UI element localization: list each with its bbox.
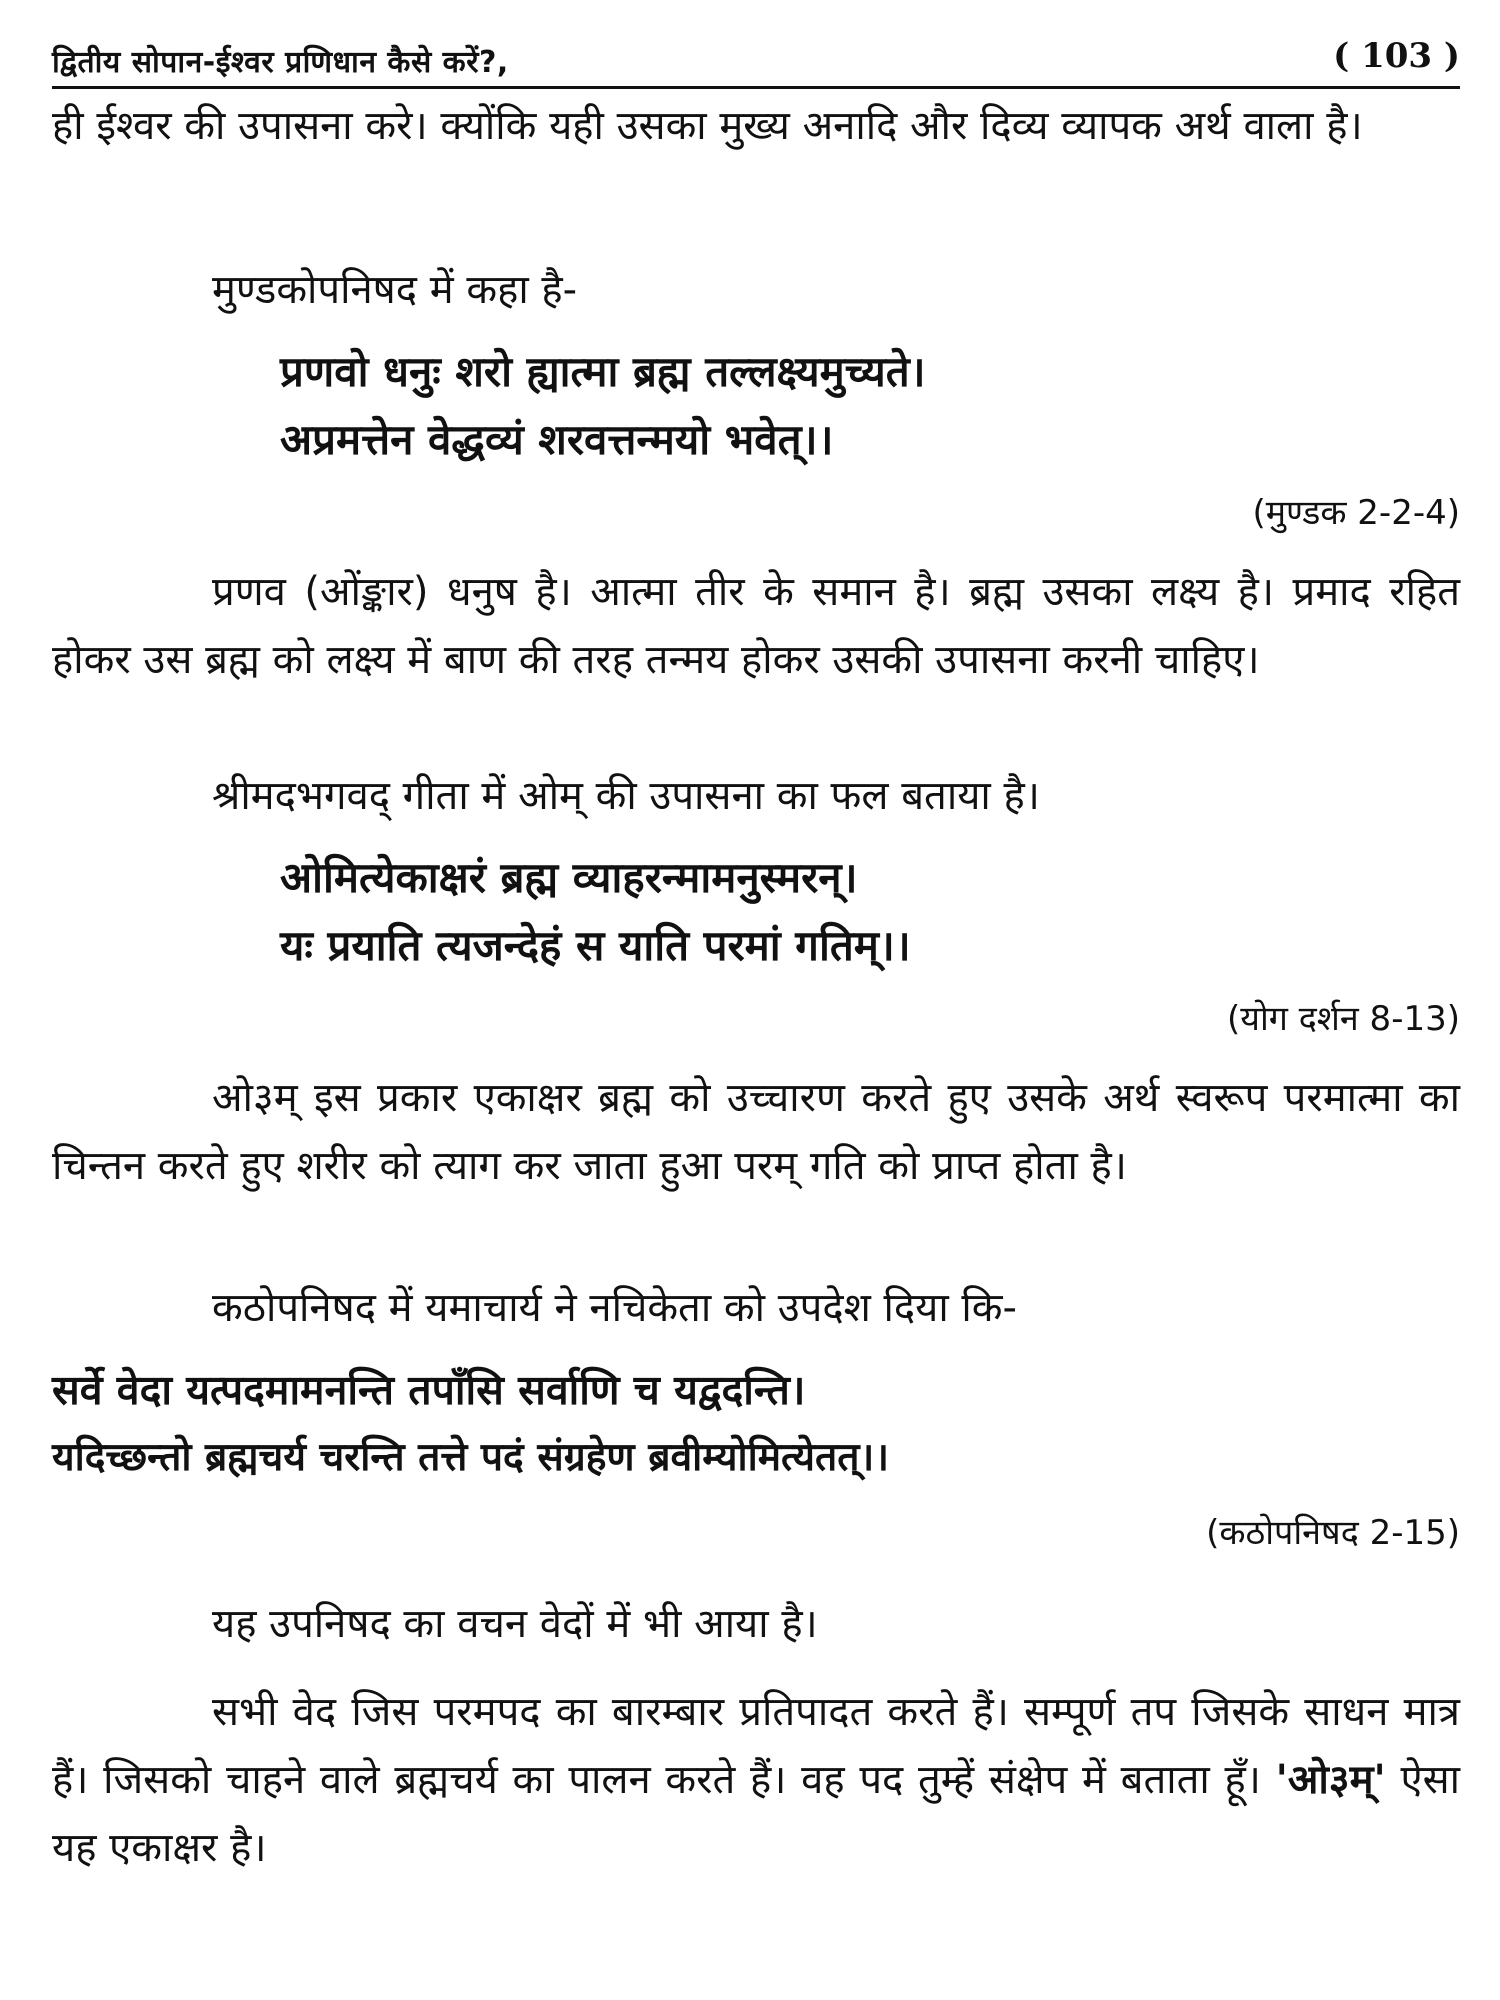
verse-3-line-2: यदिच्छन्तो ब्रह्मचर्य चरन्ति तत्ते पदं संग्रहेण ब्रवीम्योमित्येतत्।। [52,1435,890,1480]
paragraph-5: ओ३म् इस प्रकार एकाक्षर ब्रह्म को उच्चारण करते हुए उसके अर्थ स्वरूप परमात्मा का चिन्तन करते हुए शरीर को त्याग कर जाता हुआ परम् गति को प्राप्त होता है। [52,1075,1460,1189]
paragraph-8-text-end: ऐसा यह एकाक्षर है। [52,1757,1460,1871]
chapter-title: द्वितीय सोपान-ईश्वर प्रणिधान कैसे करें?, [52,45,509,80]
paragraph-8-text-start: सभी वेद जिस परमपद का बारम्बार प्रतिपादत करते हैं। सम्पूर्ण तप जिसके साधन मात्र हैं। जिसको चाहने वाले ब्रह्मचर्य का पालन करते हैं। वह पद तुम्हें संक्षेप में बताता हूँ। [52,1689,1460,1803]
verse-2-line-2: यः प्रयाति त्यजन्देहं स याति परमां गतिम्।। [280,921,911,970]
running-header [52,30,1460,89]
document-page [52,30,1460,1980]
verse-2-line-1: ओमित्येकाक्षरं ब्रह्म व्याहरन्मामनुस्मरन्। [280,853,858,902]
paragraph-3: प्रणव (ओंङ्कार) धनुष है। आत्मा तीर के समान है। ब्रह्म उसका लक्ष्य है। प्रमाद रहित होकर उस ब्रह्म को लक्ष्य में बाण की तरह तन्मय होकर उसकी उपासना करनी चाहिए। [52,569,1460,683]
verse-1-line-2: अप्रमत्तेन वेद्धव्यं शरवत्तन्मयो भवेत्।। [280,415,834,464]
paragraph-2: मुण्डकोपनिषद में कहा है- [212,267,578,313]
verse-3-line-1: सर्वे वेदा यत्पदमामनन्ति तपाँसि सर्वाणि च यद्वदन्ति। [52,1366,806,1414]
reference-2: (योग दर्शन 8-13) [1226,999,1460,1039]
paragraph-4: श्रीमदभगवद् गीता में ओम् की उपासना का फल बताया है। [212,773,1040,819]
page-number: ( 103 ) [1333,36,1460,76]
paragraph-1: ही ईश्वर की उपासना करे। क्योंकि यही उसका मुख्य अनादि और दिव्य व्यापक अर्थ वाला है। [52,103,1363,149]
paragraph-6: कठोपनिषद में यमाचार्य ने नचिकेता को उपदेश दिया कि- [212,1285,1017,1331]
verse-1-line-1: प्रणवो धनुः शरो ह्यात्मा ब्रह्म तल्लक्ष्यमुच्यते। [280,347,926,396]
paragraph-7: यह उपनिषद का वचन वेदों में भी आया है। [212,1601,818,1647]
paragraph-8 [52,1678,1460,1882]
om-emphasis: 'ओ३म्' [1275,1757,1386,1803]
reference-3: (कठोपनिषद 2-15) [1206,1513,1460,1553]
reference-1: (मुण्डक 2-2-4) [1252,493,1460,533]
